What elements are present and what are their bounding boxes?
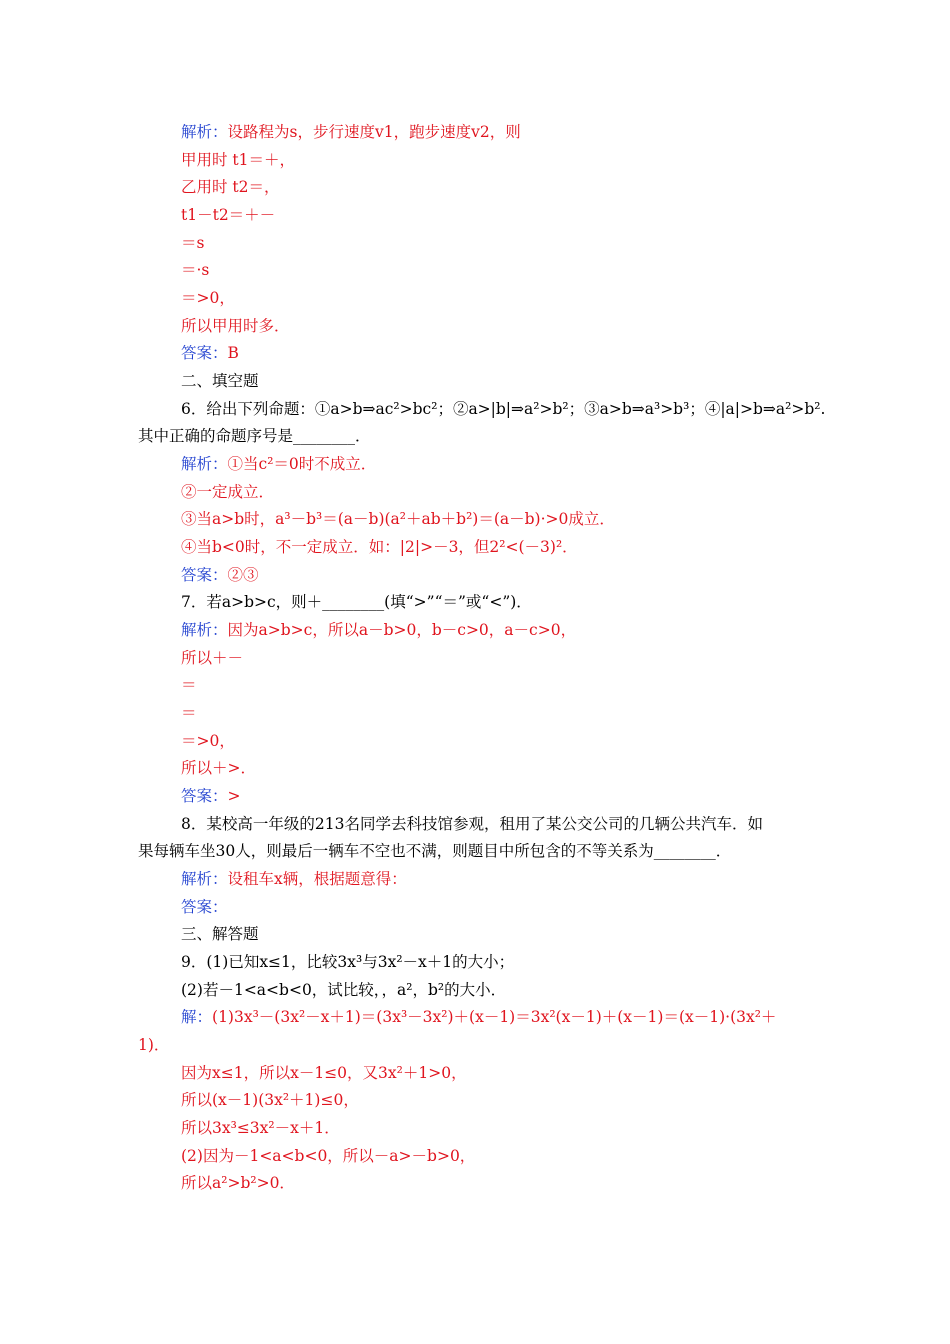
q7-solution-line-5: ＝>0， — [181, 732, 235, 750]
q7-solution-line-2: 所以＋－ — [181, 649, 244, 667]
section-heading-fill-in: 二、填空题 — [181, 372, 259, 390]
q5-solution-line-7: ＝>0， — [181, 289, 235, 307]
q5-solution-line-5: ＝s — [181, 234, 205, 252]
q6-solution-line-3: ③当a>b时，a³－b³＝(a－b)(a²＋ab＋b²)＝(a－b)·>0成立． — [181, 510, 615, 528]
q9-solution-line-6: 所以a²>b²>0． — [181, 1174, 295, 1192]
q5-solution-line-3: 乙用时 t2＝， — [181, 178, 280, 196]
q9-solution-line-1-cont: 1)． — [138, 1036, 170, 1054]
daan-label: 答案： — [181, 898, 228, 916]
q6-solution-line-1 — [181, 453, 376, 475]
q7-answer-value: > — [227, 787, 241, 805]
section-heading-solve: 三、解答题 — [181, 925, 259, 943]
q6-solution-text: ①当c²＝0时不成立． — [227, 455, 377, 473]
q9-solution-line-5: (2)因为－1<a<b<0，所以－a>－b>0， — [181, 1147, 476, 1165]
q7-solution-line-6: 所以＋>． — [181, 759, 256, 777]
q5-solution-line-4: t1－t2＝＋－ — [181, 206, 276, 224]
q7-solution-line-1 — [181, 619, 576, 641]
q7-stem: 7．若a>b>c，则＋________(填“>”“＝”或“<”)． — [181, 593, 532, 611]
q6-solution-line-4: ④当b<0时，不一定成立．如：|2|>－3，但2²<(－3)²． — [181, 538, 578, 556]
q6-answer — [181, 564, 259, 586]
q8-stem-line-1: 8．某校高一年级的213名同学去科技馆参观，租用了某公交公司的几辆公共汽车．如 — [181, 815, 763, 833]
q7-solution-line-3: ＝ — [181, 676, 197, 694]
jiexi-label: 解析： — [181, 870, 228, 888]
q6-solution-line-2: ②一定成立． — [181, 483, 275, 501]
q8-solution-line-1 — [181, 868, 407, 890]
daan-label: 答案： — [181, 566, 228, 584]
q5-solution-line-6: ＝·s — [181, 261, 210, 279]
q5-answer-value: B — [227, 344, 239, 362]
jiexi-label: 解析： — [181, 455, 228, 473]
q9-solution-line-1 — [181, 1006, 776, 1028]
q5-solution-line-2: 甲用时 t1＝＋， — [181, 151, 296, 169]
q6-answer-value: ②③ — [227, 566, 259, 584]
q8-answer — [181, 896, 228, 918]
q9-solution-text: (1)3x³－(3x²－x＋1)＝(3x³－3x²)＋(x－1)＝3x²(x－1)＋(x－1)＝(x－1)·(3x²＋ — [212, 1008, 777, 1026]
q5-answer — [181, 342, 239, 364]
q8-stem-line-2: 果每辆车坐30人，则最后一辆车不空也不满，则题目中所包含的不等关系为________． — [138, 842, 732, 860]
q7-solution-text: 因为a>b>c，所以a－b>0，b－c>0，a－c>0， — [227, 621, 577, 639]
q9-solution-line-3: 所以(x－1)(3x²＋1)≤0， — [181, 1091, 359, 1109]
q6-stem-line-2: 其中正确的命题序号是________． — [138, 427, 371, 445]
q8-solution-text: 设租车x辆，根据题意得： — [227, 870, 407, 888]
daan-label: 答案： — [181, 344, 228, 362]
q5-solution-text: 设路程为s，步行速度v1，跑步速度v2，则 — [227, 123, 521, 141]
q9-solution-line-4: 所以3x³≤3x²－x＋1． — [181, 1119, 340, 1137]
jie-label: 解： — [181, 1008, 213, 1026]
q7-answer — [181, 785, 241, 807]
q7-solution-line-4: ＝ — [181, 704, 197, 722]
q9-solution-line-2: 因为x≤1，所以x－1≤0，又3x²＋1>0， — [181, 1064, 467, 1082]
jiexi-label: 解析： — [181, 123, 228, 141]
q6-stem-line-1: 6．给出下列命题：①a>b⇒ac²>bc²；②a>|b|⇒a²>b²；③a>b⇒a³>b³；④|a|>b⇒a²>b². — [181, 400, 826, 418]
q9-stem-line-2: (2)若－1<a<b<0，试比较，，a²，b²的大小． — [181, 981, 507, 999]
q9-stem-line-1: 9．(1)已知x≤1，比较3x³与3x²－x＋1的大小； — [181, 953, 515, 971]
daan-label: 答案： — [181, 787, 228, 805]
q5-solution-line-1 — [181, 121, 521, 143]
jiexi-label: 解析： — [181, 621, 228, 639]
q5-solution-line-8: 所以甲用时多． — [181, 317, 290, 335]
